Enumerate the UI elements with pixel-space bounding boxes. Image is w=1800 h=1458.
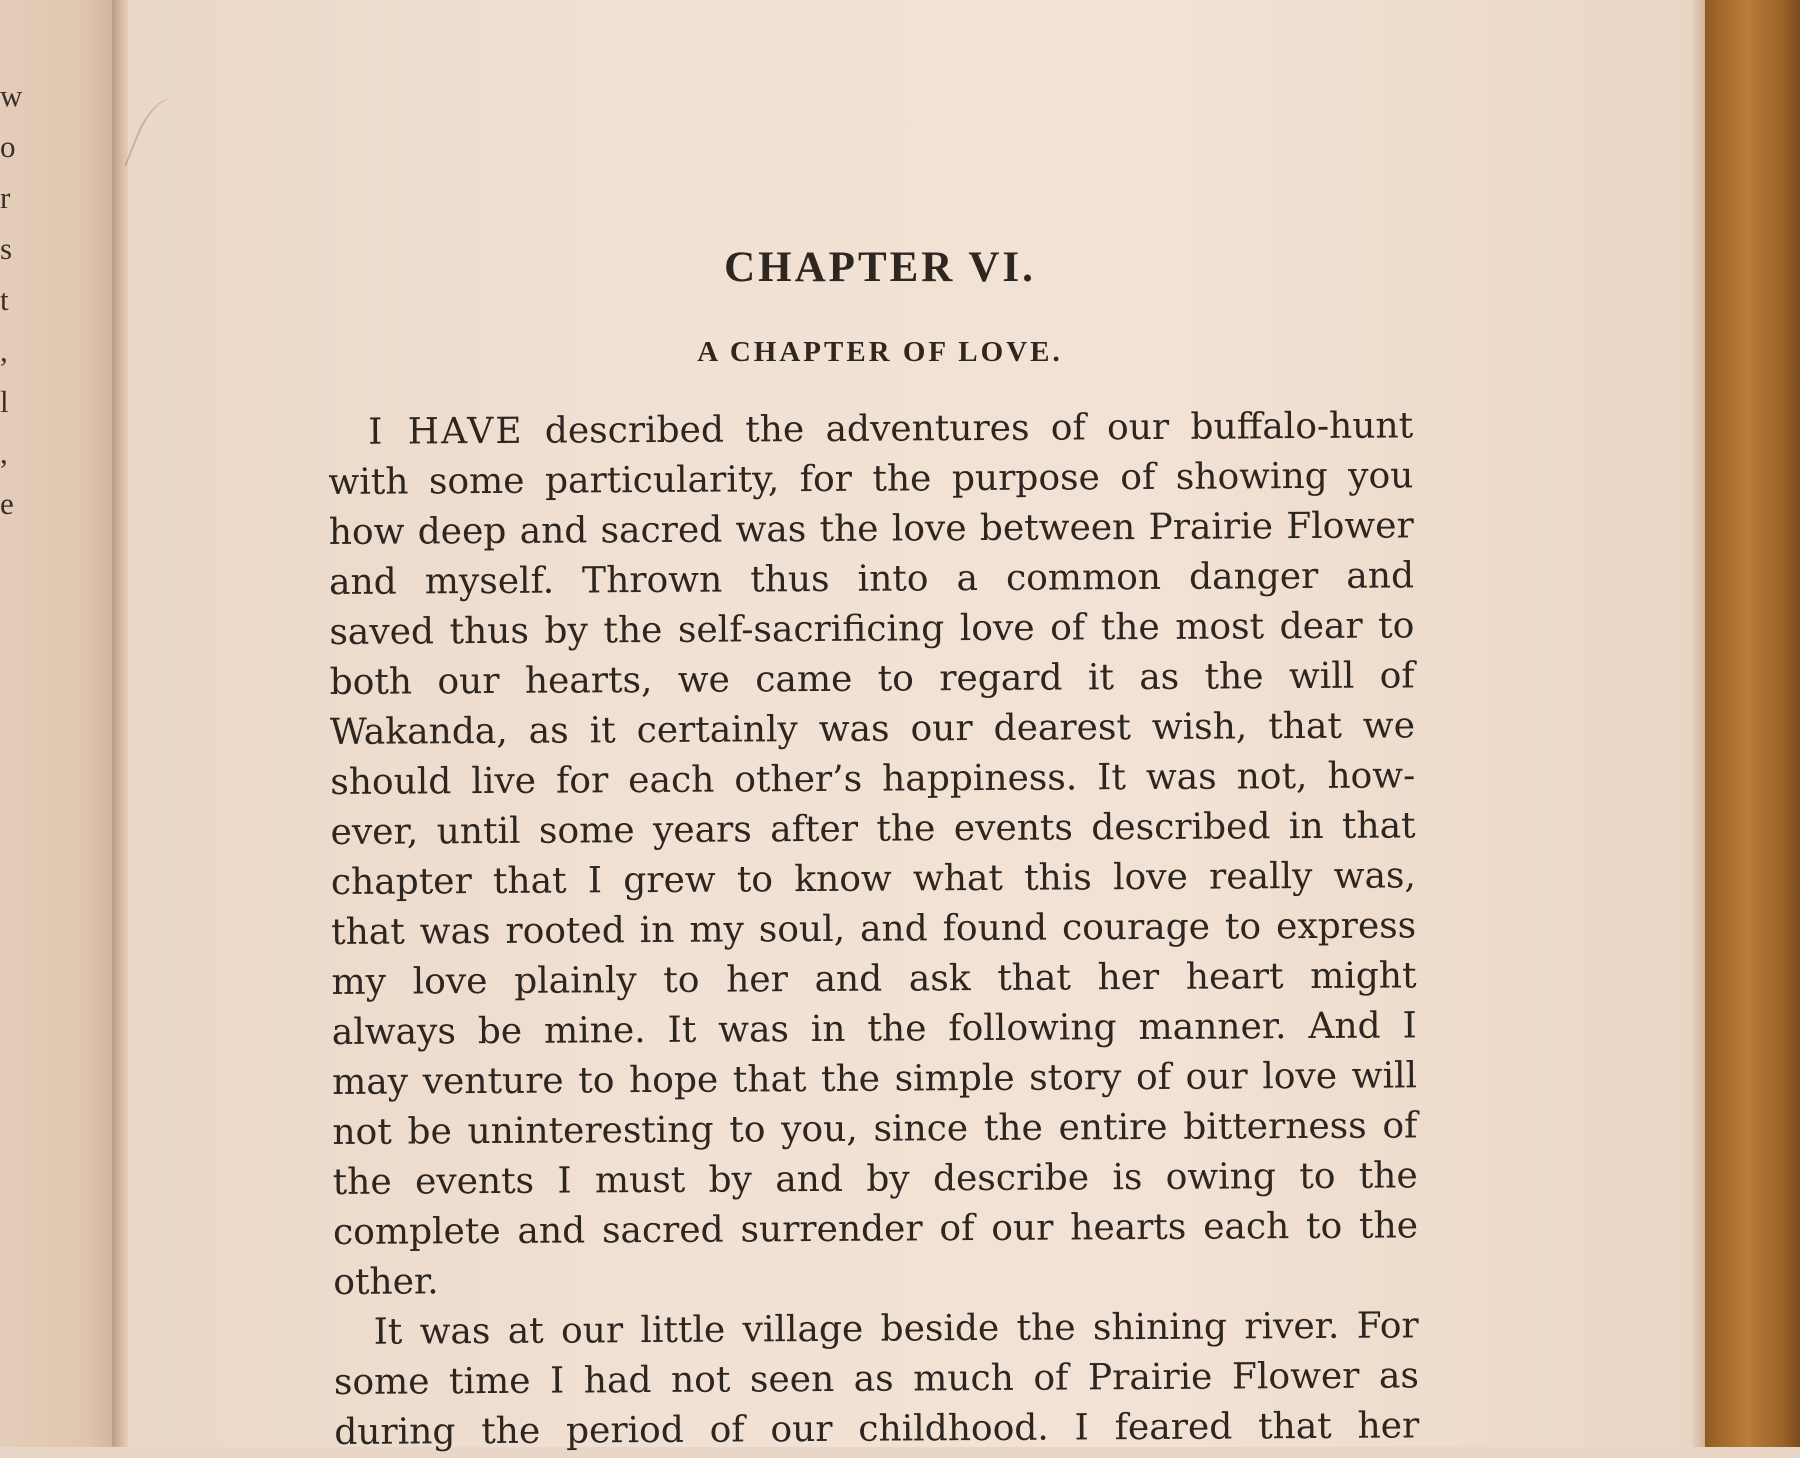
text-line: not be uninteresting to you, since the entire bitterness of [332,1105,1418,1153]
chapter-body [328,401,1419,1458]
margin-letter: w [0,78,23,113]
lead-word: I HAVE [368,410,524,453]
left-page [0,0,120,1447]
text-line: Wakanda, as it certainly was our dearest wish, that we [329,705,1416,753]
text-line: always be mine. It was in the following manner. And I [331,1005,1417,1053]
chapter-title: CHAPTER VI. [724,244,1036,291]
text-line: other. [333,1261,439,1303]
text-line: chapter that I grew to know what this love really was, [330,855,1417,903]
text-line: and myself. Thrown thus into a common danger and [328,555,1415,603]
text-line: with some particularity, for the purpose of showing you [328,455,1414,503]
margin-letter: l [0,384,9,419]
margin-letter: , [0,333,8,368]
text-line: ever, until some years after the events described in that [330,805,1416,853]
text-line: how deep and sacred was the love between Prairie Flower [328,505,1414,553]
text-line: may venture to hope that the simple story of our love will [331,1055,1418,1103]
margin-letter: s [0,231,13,266]
text-line: complete and sacred surrender of our hearts each to the [332,1205,1419,1253]
margin-letter: o [0,129,16,164]
margin-letter: t [0,282,9,317]
margin-letter: , [0,435,8,470]
text-line: saved thus by the self-sacrificing love of the most dear to [329,605,1415,653]
text-line: some time I had not seen as much of Prairie Flower as [333,1355,1420,1403]
text-line: It was at our little village beside the shining river. For [373,1305,1419,1353]
leather-cover-edge [1705,0,1800,1447]
margin-letter: e [0,486,14,521]
text-line: both our hearts, we came to regard it as the will of [329,655,1415,703]
chapter-subtitle: A CHAPTER OF LOVE. [697,336,1063,368]
left-page-margin-letters [0,70,30,529]
text-line: I HAVE described the adventures of our buffalo-hunt [368,405,1414,453]
margin-letter: r [0,180,11,215]
text-line: should live for each other’s happiness. It was not, how- [330,755,1416,803]
text-line: during the period of our childhood. I feared that her [334,1405,1420,1453]
text-line: the events I must by and by describe is owing to the [332,1155,1418,1203]
text-line: that was rooted in my soul, and found courage to express [331,905,1417,953]
text-line: my love plainly to her and ask that her heart might [331,955,1417,1003]
